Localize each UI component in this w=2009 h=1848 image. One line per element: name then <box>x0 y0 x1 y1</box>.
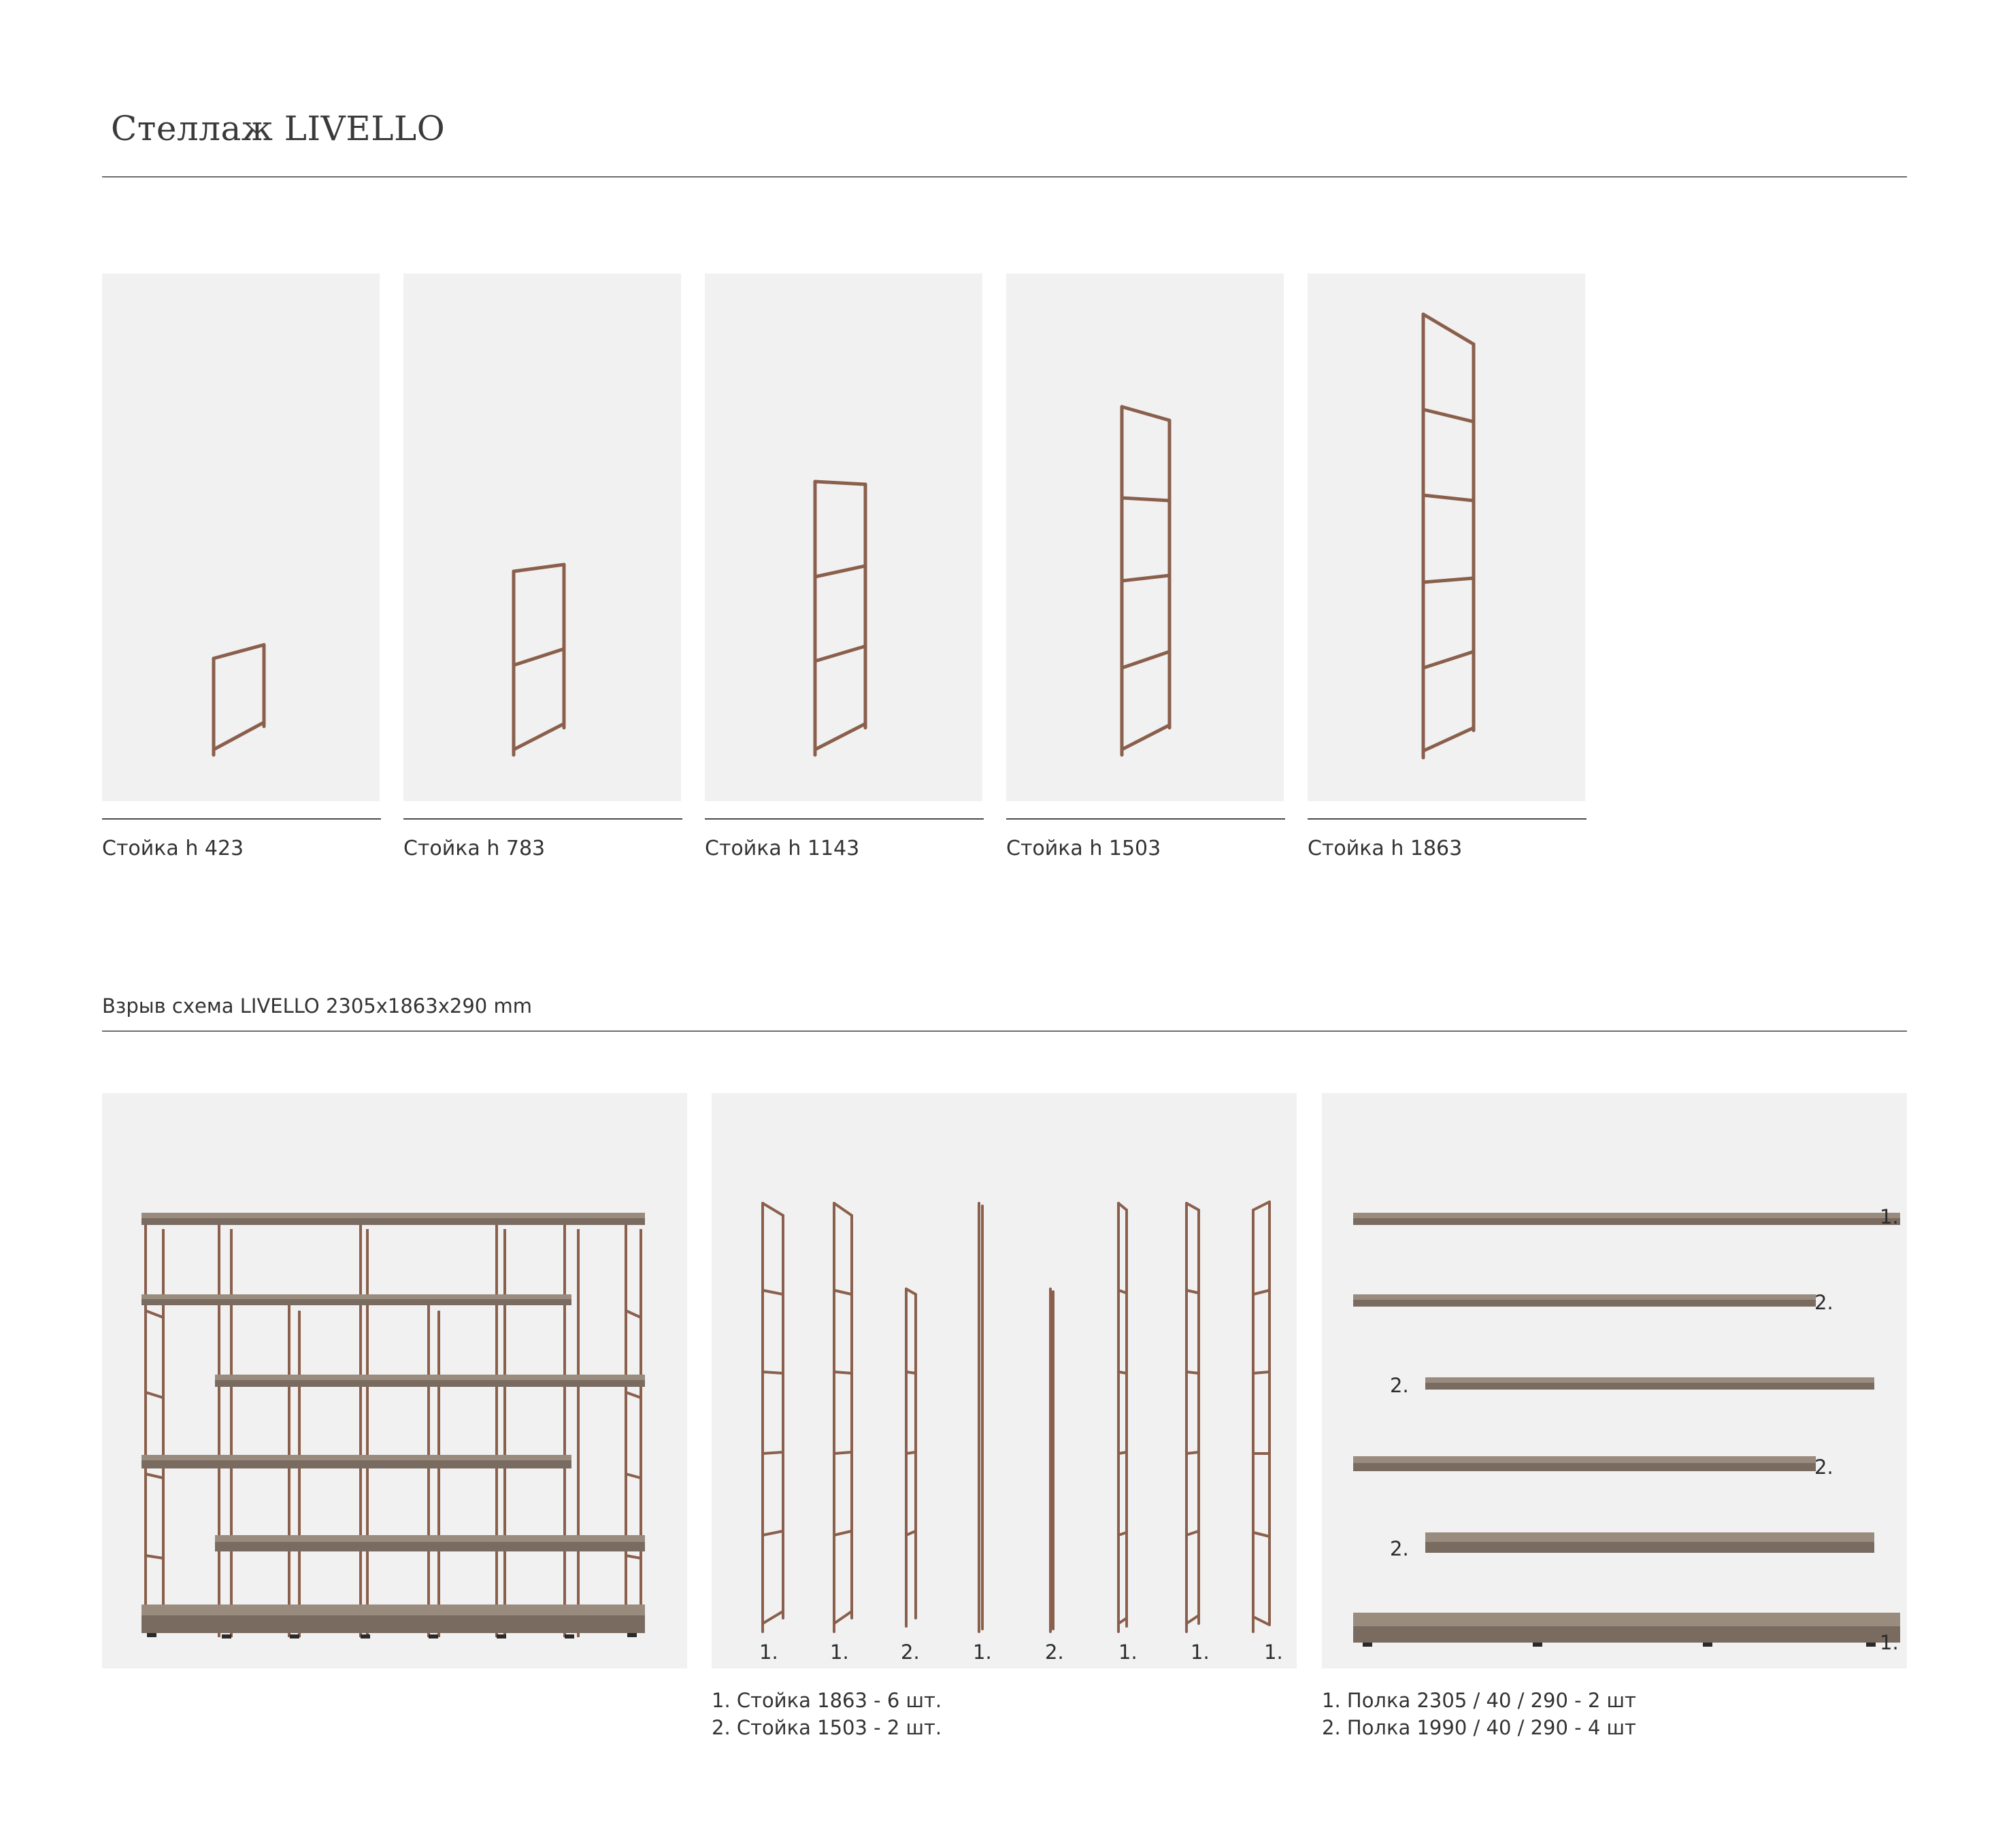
rack-caption: Стойка h 423 <box>102 837 244 860</box>
legend-item: 2. Стойка 1503 - 2 шт. <box>712 1716 942 1739</box>
uprights-legend <box>712 1687 942 1741</box>
rack-caption: Стойка h 1863 <box>1308 837 1463 860</box>
upright-marker: 1. <box>759 1641 778 1664</box>
caption-divider <box>705 818 984 820</box>
page-title: Стеллаж LIVELLO <box>111 109 446 148</box>
title-divider <box>102 176 1907 178</box>
rack-image-1143 <box>705 273 982 801</box>
upright-marker: 1. <box>1264 1641 1283 1664</box>
upright-marker: 2. <box>1045 1641 1064 1664</box>
caption-divider <box>1006 818 1285 820</box>
rack-1863-illustration <box>1308 273 1585 801</box>
shelf-marker: 2. <box>1814 1456 1833 1479</box>
upright-marker: 1. <box>973 1641 992 1664</box>
rack-423-illustration <box>102 273 380 801</box>
exploded-uprights-image <box>712 1093 1297 1668</box>
rack-783-illustration <box>403 273 681 801</box>
rack-caption: Стойка h 783 <box>403 837 546 860</box>
rack-1143-illustration <box>705 273 982 801</box>
rack-image-1863 <box>1308 273 1585 801</box>
upright-marker: 2. <box>901 1641 920 1664</box>
shelf-marker: 2. <box>1814 1291 1833 1314</box>
upright-marker: 1. <box>1191 1641 1210 1664</box>
assembled-shelving-image <box>102 1093 687 1668</box>
caption-divider <box>1308 818 1587 820</box>
rack-image-423 <box>102 273 380 801</box>
upright-marker: 1. <box>830 1641 849 1664</box>
legend-item: 1. Полка 2305 / 40 / 290 - 2 шт <box>1322 1689 1636 1712</box>
legend-item: 2. Полка 1990 / 40 / 290 - 4 шт <box>1322 1716 1636 1739</box>
shelves-legend <box>1322 1687 1636 1741</box>
rack-image-783 <box>403 273 681 801</box>
rack-caption: Стойка h 1503 <box>1006 837 1161 860</box>
exploded-title: Взрыв схема LIVELLO 2305х1863х290 mm <box>102 994 532 1018</box>
exploded-shelves-image <box>1322 1093 1907 1668</box>
rack-image-1503 <box>1006 273 1284 801</box>
section-divider <box>102 1030 1907 1032</box>
shelf-marker: 2. <box>1390 1374 1409 1397</box>
shelf-marker: 1. <box>1880 1631 1899 1654</box>
rack-caption: Стойка h 1143 <box>705 837 860 860</box>
assembled-shelving-illustration <box>102 1093 687 1668</box>
rack-1503-illustration <box>1006 273 1284 801</box>
shelf-marker: 2. <box>1390 1537 1409 1560</box>
upright-marker: 1. <box>1118 1641 1138 1664</box>
caption-divider <box>403 818 682 820</box>
caption-divider <box>102 818 381 820</box>
exploded-uprights-illustration <box>712 1093 1297 1668</box>
legend-item: 1. Стойка 1863 - 6 шт. <box>712 1689 942 1712</box>
exploded-shelves-illustration <box>1322 1093 1907 1668</box>
shelf-marker: 1. <box>1880 1205 1899 1228</box>
